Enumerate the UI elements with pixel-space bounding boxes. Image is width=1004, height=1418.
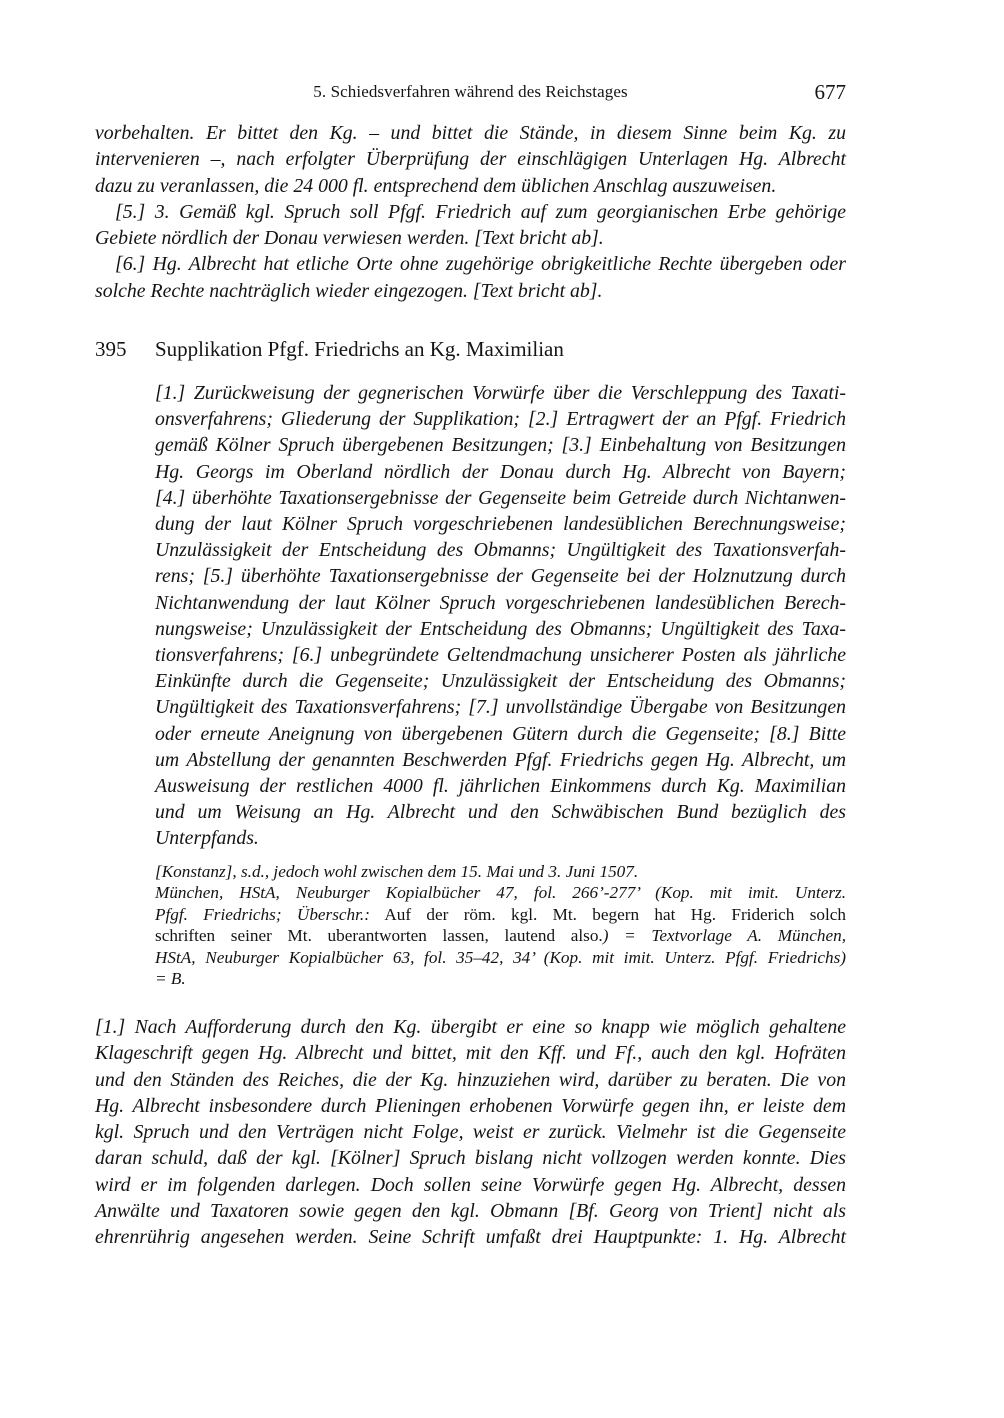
text-line: Klageschrift gegen Hg. Albrecht und bittet, mit den Kff. und Ff., auch den kgl. Hofräten: [95, 1042, 846, 1065]
regest-line: gemäß Kölner Spruch übergebenen Besitzungen; [3.] Einbehaltung von Besitzungen: [155, 434, 846, 457]
regest-line: [4.] überhöhte Taxationsergebnisse der Gegenseite beim Getreide durch Nichtanwen-: [155, 486, 846, 509]
source-line: München, HStA, Neuburger Kopialbücher 47, fol. 266’-277’ (Kop. mit imit. Unterz.: [155, 883, 846, 903]
text-line: Anwälte und Taxatoren sowie gegen den kgl. Obmann [Bf. Georg von Trient] nicht als: [95, 1200, 846, 1223]
regest-line: Ungültigkeit des Taxationsverfahrens; [7.] unvollständige Übergabe von Besitzungen: [155, 696, 846, 719]
text-line: dazu zu veranlassen, die 24 000 fl. entsprechend dem üblichen Anschlag auszuweisen.: [95, 174, 777, 197]
continuation-paragraph-1: [95, 120, 846, 199]
regest-line: Hg. Georgs im Oberland nördlich der Donau durch Hg. Albrecht von Bayern;: [155, 460, 846, 483]
text-line: Gebiete nördlich der Donau verwiesen werden. [Text bricht ab].: [95, 227, 604, 250]
text-line: ehrenrührig angesehen werden. Seine Schrift umfaßt drei Hauptpunkte: 1. Hg. Albrecht: [95, 1226, 846, 1249]
text-line: solche Rechte nachträglich wieder eingezogen. [Text bricht ab].: [95, 279, 603, 302]
regest-line: Nichtanwendung der laut Kölner Spruch vorgeschriebenen landesüblichen Berech-: [155, 591, 846, 614]
source-note: [155, 861, 846, 989]
regest-line: Einkünfte durch die Gegenseite; Unzulässigkeit der Entscheidung des Obmanns;: [155, 670, 846, 693]
source-italic-segment: ) = Textvorlage A. München,: [602, 926, 846, 946]
text-line: [1.] Nach Aufforderung durch den Kg. übergibt er eine so knapp wie möglich gehaltene: [95, 1016, 846, 1038]
text-line: [5.] 3. Gemäß kgl. Spruch soll Pfgf. Friedrich auf zum georgianischen Erbe gehörige: [115, 200, 846, 223]
text-line: [6.] Hg. Albrecht hat etliche Orte ohne zugehörige obrigkeitliche Rechte übergeben oder: [115, 253, 846, 276]
regest-line: tionsverfahrens; [6.] unbegründete Geltendmachung unsicherer Posten als jährliche: [155, 644, 846, 667]
source-line: [155, 904, 846, 925]
regest-line: Unzulässigkeit der Entscheidung des Obmanns; Ungültigkeit des Taxationsverfah-: [155, 539, 846, 562]
regest: [155, 380, 846, 852]
page-number: 677: [814, 80, 846, 104]
regest-line: Ausweisung der restlichen 4000 fl. jährlichen Einkommens durch Kg. Maximilian: [155, 775, 846, 798]
source-quote-segment: schriften seiner Mt. uberantworten lassen, lautend also.: [155, 926, 603, 946]
regest-line: [1.] Zurückweisung der gegnerischen Vorwürfe über die Verschleppung des Taxati-: [155, 382, 846, 404]
text-line: und den Ständen des Reiches, die der Kg. hinzuziehen wird, darüber zu beraten. Die von: [95, 1068, 846, 1091]
running-head-title: 5. Schiedsverfahren während des Reichstages: [313, 82, 628, 101]
continuation-paragraph-3: [95, 251, 846, 304]
source-line: [155, 925, 846, 946]
text-line: daran schuld, daß der kgl. [Kölner] Spruch bislang nicht vollzogen werden konnte. Dies: [95, 1147, 846, 1170]
document-heading: [95, 337, 564, 362]
document-text: [95, 1014, 846, 1251]
continuation-paragraph-2: [95, 199, 846, 252]
regest-line: und um Weisung an Hg. Albrecht und den Schwäbischen Bund bezüglich des: [155, 801, 846, 824]
text-line: kgl. Spruch und den Verträgen nicht Folge, weist er zurück. Vielmehr ist die Gegenseite: [95, 1121, 846, 1144]
source-quote-segment: Auf der röm. kgl. Mt. begern hat Hg. Friderich solch: [369, 904, 847, 924]
text-line: vorbehalten. Er bittet den Kg. – und bittet die Stände, in diesem Sinne beim Kg. zu: [95, 122, 846, 144]
source-line: = B.: [155, 969, 186, 989]
text-line: Hg. Albrecht insbesondere durch Plieningen erhobenen Vorwürfe gegen ihn, er leiste dem: [95, 1094, 846, 1117]
regest-line: oder erneute Aneignung von übergebenen Gütern durch die Gegenseite; [8.] Bitte: [155, 722, 846, 745]
text-line: wird er im folgenden darlegen. Doch sollen seine Vorwürfe gegen Hg. Albrecht, dessen: [95, 1173, 846, 1196]
text-line: intervenieren –, nach erfolgter Überprüfung der einschlägigen Unterlagen Hg. Albrecht: [95, 148, 846, 171]
document-title: Supplikation Pfgf. Friedrichs an Kg. Maximilian: [155, 337, 564, 361]
regest-line: nungsweise; Unzulässigkeit der Entscheidung des Obmanns; Ungültigkeit des Taxa-: [155, 617, 846, 640]
continuation-text: [95, 120, 846, 304]
source-line: HStA, Neuburger Kopialbücher 63, fol. 35–42, 34’ (Kop. mit imit. Unterz. Pfgf. Friedrichs): [155, 947, 846, 967]
source-date: [Konstanz], s.d., jedoch wohl zwischen dem 15. Mai und 3. Juni 1507.: [155, 862, 639, 881]
regest-line: Unterpfands.: [155, 827, 259, 850]
regest-line: dung der laut Kölner Spruch vorgeschriebenen landesüblichen Berechnungsweise;: [155, 513, 846, 536]
running-head: [95, 80, 846, 110]
regest-line: um Abstellung der genannten Beschwerden Pfgf. Friedrichs gegen Hg. Albrecht, um: [155, 748, 846, 771]
document-number: 395: [95, 337, 127, 361]
regest-line: onsverfahrens; Gliederung der Supplikation; [2.] Ertragwert der an Pfgf. Friedrich: [155, 408, 846, 431]
source-italic-segment: Pfgf. Friedrichs; Überschr.:: [155, 904, 370, 924]
regest-line: rens; [5.] überhöhte Taxationsergebnisse der Gegenseite bei der Holznutzung durch: [155, 565, 846, 588]
